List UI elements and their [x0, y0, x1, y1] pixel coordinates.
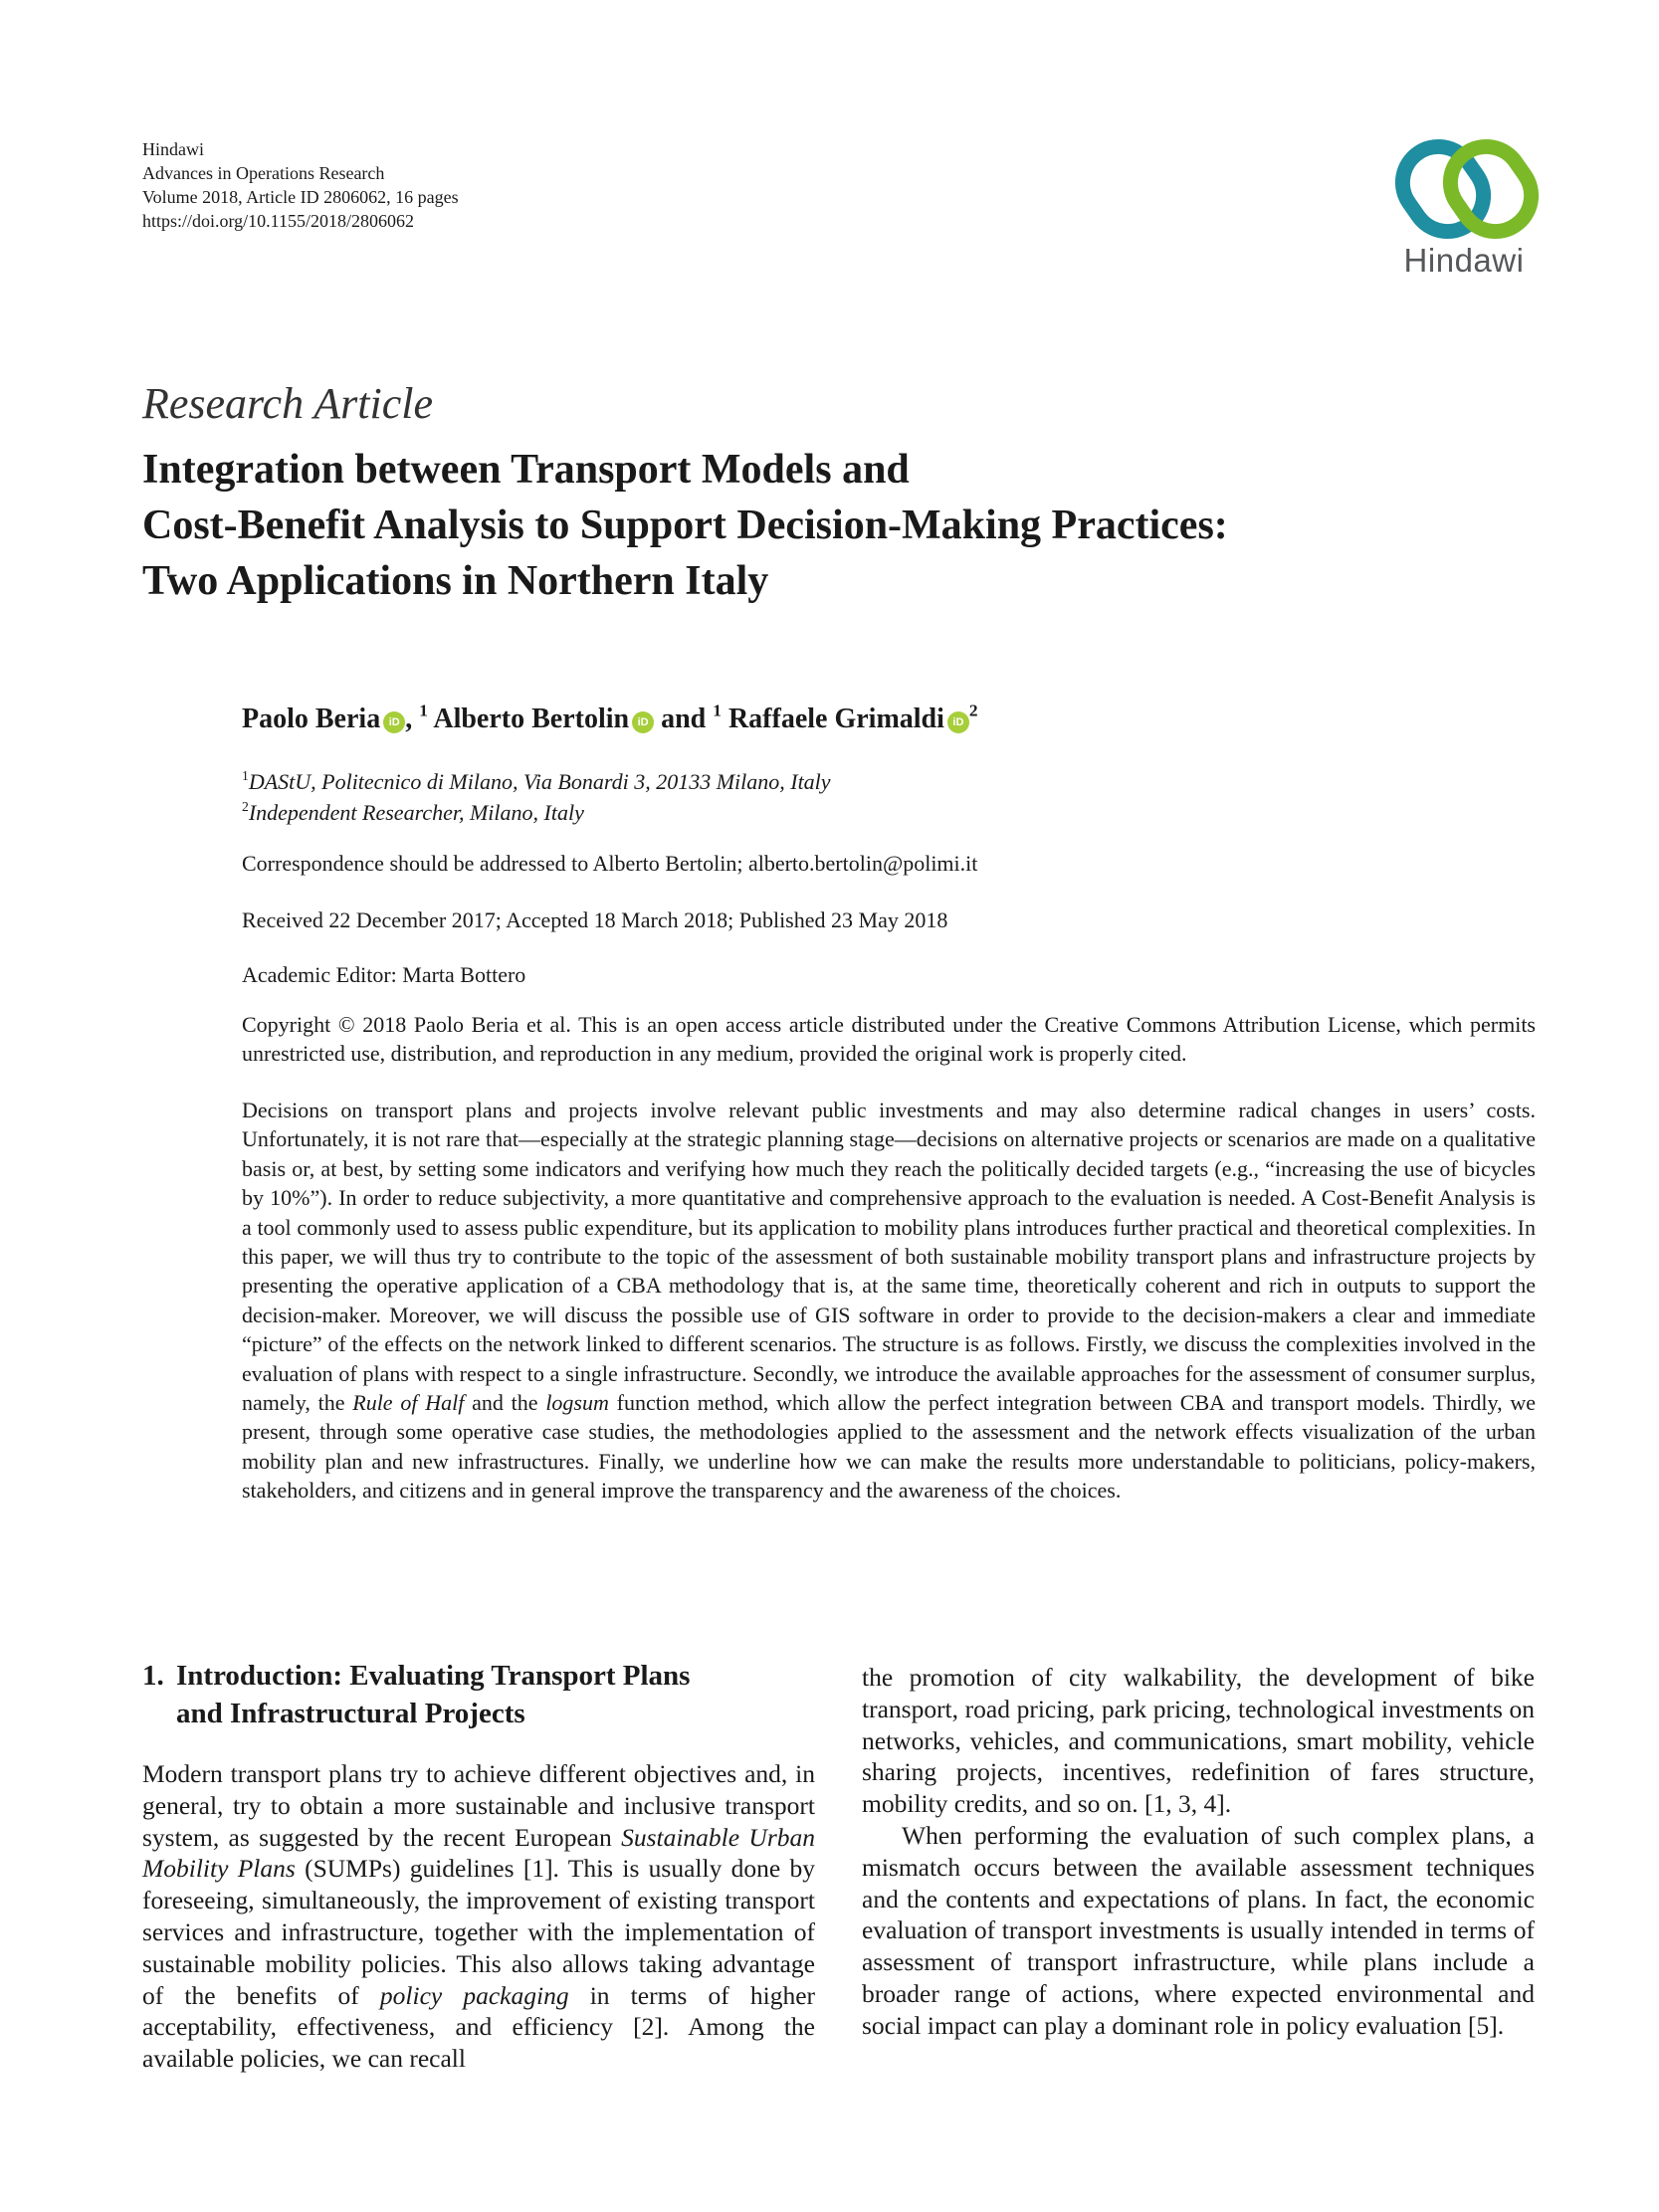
paragraph-text: in terms of higher acceptability, effectiveness, and efficiency [2]. Among the available policies, we can recall [142, 1980, 816, 2074]
paragraph-emphasis: Sustainable Urban Mobility Plans [142, 1822, 815, 1884]
abstract-text: Decisions on transport plans and projects involve relevant public investments and may also determine radical changes in users’ costs. Unfortunately, it is not rare that—especially at the strategic planning stage—decisions on alternative projects or scenarios are made on a qualitative basis or, at best, by setting some indicators and verifying how much they reach the politically decided targets (e.g., “increasing the use of bicycles by 10%”). In order to reduce subjectivity, a more quantitative and comprehensive approach to the evaluation is needed. A Cost-Benefit Analysis is a tool commonly used to assess public expenditure, but its application to mobility plans introduces further practical and theoretical complexities. In this paper, we will thus try to contribute to the topic of the assessment of both sustainable mobility transport plans and infrastructure projects by presenting the operative application of a CBA methodology that is, at the same time, theoretically coherent and rich in outputs to support the decision-maker. Moreover, we will discuss the possible use of GIS software in order to provide to the decision-makers a clear and immediate “picture” of the effects on the network linked to different scenarios. The structure is as follows. Firstly, we discuss the complexities involved in the evaluation of plans with respect to a single infrastructure. Secondly, we introduce the available approaches for the assessment of consumer surplus, namely, the [242, 1098, 1536, 1416]
orcid-icon[interactable]: iD [383, 711, 405, 733]
affiliation-text: DAStU, Politecnico di Milano, Via Bonardi 3, 20133 Milano, Italy [248, 769, 831, 794]
abstract-emphasis: logsum [545, 1390, 609, 1416]
volume-info: Volume 2018, Article ID 2806062, 16 pages [142, 187, 459, 207]
academic-editor: Academic Editor: Marta Bottero [242, 962, 526, 987]
affiliation-number: 1 [242, 768, 249, 784]
correspondence: Correspondence should be addressed to Alberto Bertolin; alberto.bertolin@polimi.it [242, 851, 978, 876]
logo-wordmark: Hindawi [1403, 242, 1525, 279]
publisher-name: Hindawi [142, 139, 204, 159]
author-name[interactable]: Alberto Bertolin [433, 704, 630, 734]
abstract-emphasis: Rule of Half [352, 1390, 465, 1416]
title-line: Two Applications in Northern Italy [142, 558, 769, 604]
abstract [242, 1096, 1536, 1506]
affiliation-number: 2 [242, 799, 249, 815]
paragraph: the promotion of city walkability, the development of bike transport, road pricing, park pricing, technological investments on networks, vehicles, and communications, smart mobility, vehicle sharing projects, incentives, redefinition of fares structure, mobility credits, and so on. [1, 3, 4]. [862, 1663, 1535, 1819]
hindawi-logo [1388, 134, 1548, 284]
affiliation-text: Independent Researcher, Milano, Italy [248, 800, 584, 825]
orcid-icon[interactable]: iD [947, 711, 969, 733]
affiliation-marker: 1 [419, 701, 428, 720]
body-column-left [142, 1758, 815, 2075]
paragraph-text: (SUMPs) guidelines [1]. This is usually done by foreseeing, simultaneously, the improvement of existing transport services and infrastructure, together with the implementation of sustainable mobility policies. This also allows taking advantage of the benefits of [142, 1854, 815, 2010]
section-number: 1. [142, 1660, 164, 1692]
author-separator: , [405, 704, 420, 734]
hindawi-rings-icon [1388, 134, 1548, 244]
section-title-line: Introduction: Evaluating Transport Plans [176, 1660, 691, 1692]
author-list [242, 700, 978, 739]
author-name[interactable]: Paolo Beria [242, 704, 381, 734]
author-name[interactable]: Raffaele Grimaldi [727, 704, 944, 734]
affiliation-2 [242, 798, 584, 828]
article-type: Research Article [142, 379, 434, 428]
affiliation-marker: 2 [968, 701, 978, 720]
copyright-notice: Copyright © 2018 Paolo Beria et al. This is an open access article distributed under the Creative Commons Attribution License, which permits unrestricted use, distribution, and reproduction in any medium, provided the original work is properly cited. [242, 1012, 1536, 1066]
paragraph: When performing the evaluation of such complex plans, a mismatch occurs between the available assessment techniques and the contents and expectations of plans. In fact, the economic evaluation of transport investments is usually intended in terms of assessment of transport infrastructure, while plans include a broader range of actions, where expected environmental and social impact can play a dominant role in policy evaluation [5]. [862, 1820, 1535, 2040]
journal-name: Advances in Operations Research [142, 163, 385, 183]
doi-link[interactable]: https://doi.org/10.1155/2018/2806062 [142, 211, 415, 231]
paragraph-text: Modern transport plans try to achieve different objectives and, in general, try to obtain a more sustainable and inclusive transport system, as suggested by the recent European [142, 1759, 815, 1852]
article-title [142, 442, 1516, 609]
abstract-text: function method, which allow the perfect integration between CBA and transport models. Thirdly, we present, through some operative case studies, the methodologies applied to the assessment and the network effects visualization of the urban mobility plan and new infrastructures. Finally, we underline how we can make the results more understandable to politicians, policy-makers, stakeholders, and citizens and in general improve the transparency and the awareness of the choices. [242, 1390, 1537, 1504]
body-column-right [862, 1662, 1535, 2042]
author-separator: and [654, 704, 714, 734]
title-line: Cost-Benefit Analysis to Support Decision-Making Practices: [142, 503, 1228, 548]
section-heading [142, 1657, 819, 1732]
title-line: Integration between Transport Models and [142, 447, 910, 493]
orcid-icon[interactable]: iD [632, 711, 654, 733]
paragraph-emphasis: policy packaging [379, 1980, 569, 2010]
publication-dates: Received 22 December 2017; Accepted 18 March 2018; Published 23 May 2018 [242, 907, 948, 932]
affiliation-marker: 1 [713, 701, 722, 720]
section-title-line: and Infrastructural Projects [176, 1698, 525, 1729]
abstract-text: and the [464, 1390, 546, 1416]
paragraph [142, 1758, 815, 2075]
affiliation-1 [242, 767, 831, 797]
journal-meta [142, 137, 459, 233]
